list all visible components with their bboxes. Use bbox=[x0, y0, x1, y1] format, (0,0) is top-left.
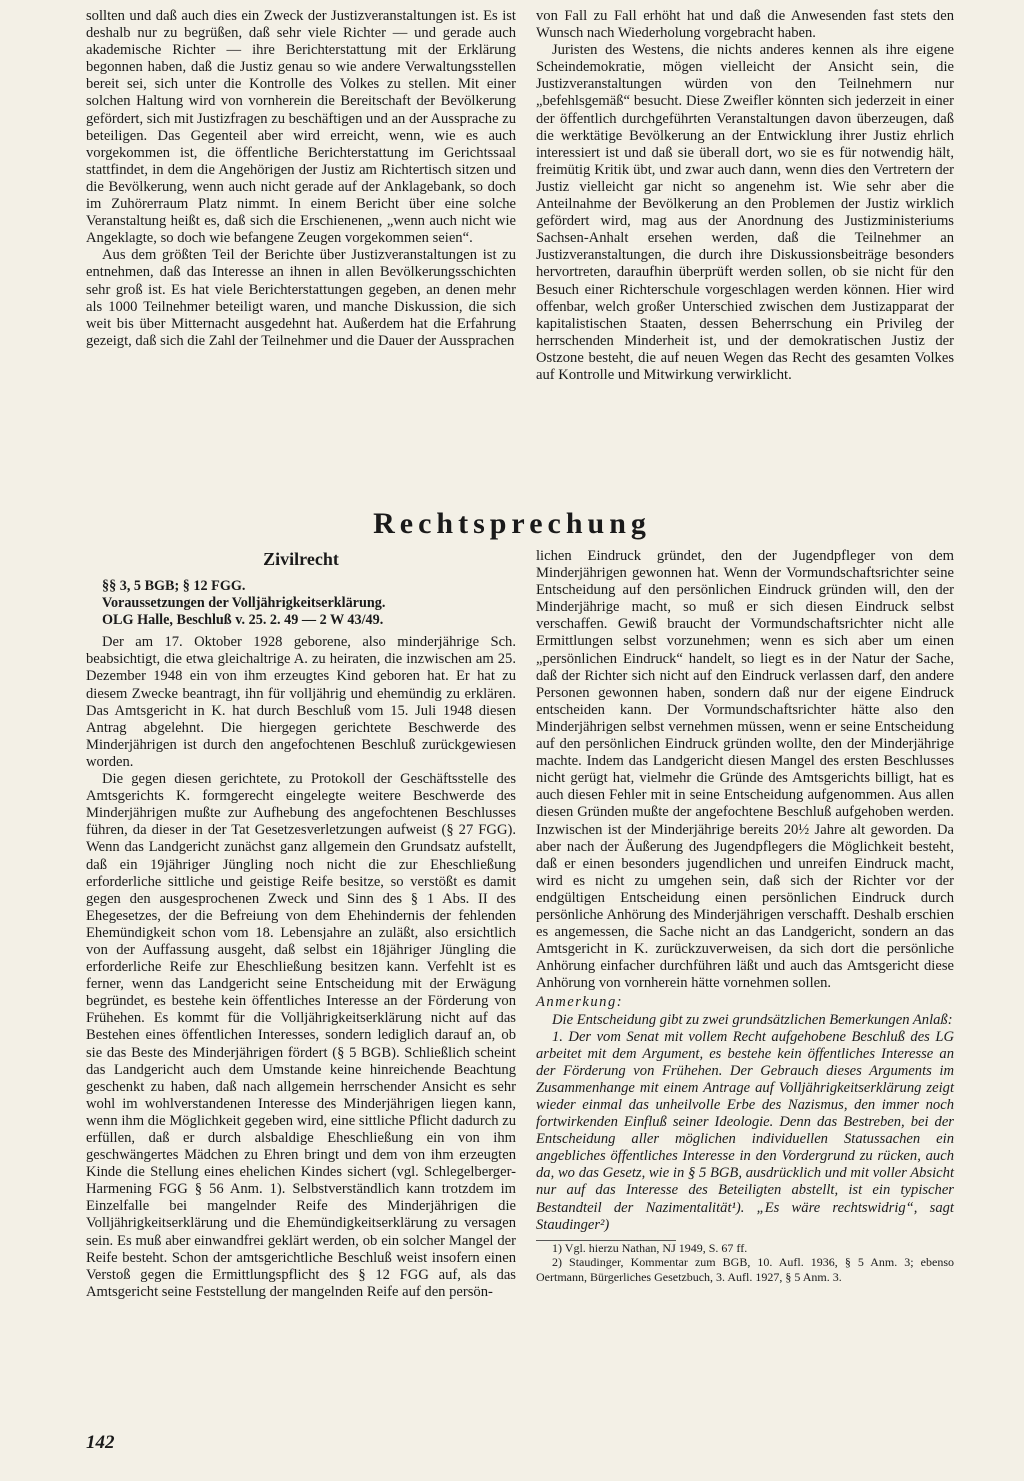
annotation-paragraph: Die Entscheidung gibt zu zwei grundsätzlichen Bemerkungen Anlaß: bbox=[552, 1011, 953, 1028]
annotation-label: Anmerkung: bbox=[536, 994, 624, 1011]
paragraph: von Fall zu Fall erhöht hat und daß die Anwesenden fast stets den Wunsch nach Wiederholung vorgebracht haben. bbox=[536, 8, 954, 42]
case-subject: Voraussetzungen der Volljährigkeitserklärung. bbox=[102, 595, 386, 612]
annotation-paragraph: 1. Der vom Senat mit vollem Recht aufgehobene Beschluß des LG arbeitet mit dem Argument, es bestehe kein öffentliches Interesse an der Förderung von Frühehen. Der Gebrauch dieses Arguments im Zusammenhange mit einem Antrage auf Volljährigkeitserklärung zeigt wieder einmal das unheilvolle Erbe des Nazismus, den immer noch fortwirkenden Einfluß seiner Ideologie. Denn das Bestreben, bei der Entscheidung aller möglichen individuellen Statussachen ein angebliches öffentliches Interesse in den Vordergrund zu rücken, auch da, wo das Gesetz, wie in § 5 BGB, ausdrücklich und mit voller Absicht nur auf das Interesse des Beteiligten abstellt, ist ein typischer Bestandteil der Nazimentalität¹). „Es wäre rechtswidrig“, sagt Staudinger²) bbox=[536, 1028, 954, 1233]
paragraph: Juristen des Westens, die nichts anderes kennen als ihre eigene Scheindemokratie, mögen vielleicht der Ansicht sein, die Justizveranstaltungen würden von den Teilnehmern nur „befehlsgemäß“ besucht. Diese Zweifler könnten sich jederzeit in einer der öffentlich durchgeführten Veranstaltungen davon überzeugen, daß die werktätige Bevölkerung an der Entwicklung ihrer Justiz ehrlich interessiert ist und daß sie überall dort, wo sie es für notwendig hält, freimütig Kritik übt, und zwar auch dann, wenn dies den Vertretern der Justiz vielleicht gar nicht so angenehm ist. Wie sehr aber die Anteilnahme der Bevölkerung an den Problemen der Justiz wirklich gefördert wird, mag aus der Anordnung des Justizministeriums Sachsen-Anhalt ersehen werden, daß die Teilnehmer an Justizveranstaltungen, die durch ihre Diskussionsbeiträge besonders hervortreten, daraufhin überprüft werden sollen, ob sie nicht für den Besuch einer Richterschule vorgeschlagen werden können. Hier wird offenbar, welch großer Unterschied zwischen dem Justizapparat der kapitalistischen Staaten, dessen Beherrschung ein Privileg der herrschenden Minderheit ist, und der demokratischen Justiz der Ostzone besteht, die auf neuen Wegen das Recht des gesamten Volkes auf Kontrolle und Mitwirkung verwirklicht. bbox=[536, 42, 954, 383]
paragraph: Der am 17. Oktober 1928 geborene, also minderjährige Sch. beabsichtigt, die etwa gleichaltrige A. zu heiraten, die inzwischen am 25. Dezember 1948 ein von ihm erzeugtes Kind geboren hat. Er hat zu diesem Zwecke beantragt, ihn für volljährig und ehemündig zu erklären. Das Amtsgericht in K. hat durch Beschluß vom 15. Juli 1948 diesen Antrag abgelehnt. Die hiergegen gerichtete Beschwerde des Minderjährigen ist durch den angefochtenen Beschluß zurückgewiesen worden. bbox=[86, 634, 516, 770]
bottom-right-column bbox=[536, 548, 954, 1284]
paragraph: lichen Eindruck gründet, den der Jugendpfleger von dem Minderjährigen gewonnen hat. Wenn der Vormundschaftsrichter seine Entscheidung auf den persönlichen Eindruck gründen will, den der Minderjährige macht, so muß er sich diesen Eindruck selbst verschaffen. Gewiß braucht der Vormundschaftsrichter nicht alle Ermittlungen selbst vorzunehmen; wenn es sich aber um einen „persönlichen Eindruck“ handelt, so liegt es in der Natur der Sache, daß der Richter sich nicht auf den Eindruck verlassen darf, den andere Personen gewonnen haben, sondern daß nur der eigene Eindruck entscheiden kann. Der Vormundschaftsrichter hätte also den Minderjährigen selbst vernehmen müssen, wenn er seine Entscheidung auf den persönlichen Eindruck gründen wollte, den der Minderjährige machte. Indem das Landgericht diesen Mangel des ersten Beschlusses nicht gerügt hat, vielmehr die Gründe des Amtsgerichts billigt, hat es auch diesen Fehler mit in seine Entscheidung aufgenommen. Aus allen diesen Gründen mußte der angefochtene Beschluß aufgehoben werden. Inzwischen ist der Minderjährige bereits 20½ Jahre alt geworden. Da aber nach der Äußerung des Jugendpflegers die Möglichkeit besteht, daß er einen besonders jugendlichen und unreifen Eindruck macht, wird es nicht zu umgehen sein, daß sich der Richter vor der endgültigen Entscheidung einen persönlichen Eindruck durch persönliche Anhörung des Minderjährigen verschafft. Deshalb erschien es angemessen, die Sache nicht an das Landgericht, sondern an das Amtsgericht in K. zurückzuverweisen, da sich dort die persönliche Anhörung einfacher durchführen läßt und auch das Amtsgericht diese Anhörung von vornherein hätte vornehmen sollen. bbox=[536, 548, 954, 992]
court-reference: OLG Halle, Beschluß v. 25. 2. 49 — 2 W 43/49. bbox=[102, 612, 384, 629]
footnote: 2) Staudinger, Kommentar zum BGB, 10. Aufl. 1936, § 5 Anm. 3; ebenso Oertmann, Bürgerliches Gesetzbuch, 3. Aufl. 1927, § 5 Anm. 3. bbox=[536, 1255, 954, 1284]
footnote: 1) Vgl. hierzu Nathan, NJ 1949, S. 67 ff. bbox=[552, 1240, 748, 1255]
top-left-column bbox=[86, 8, 516, 350]
bottom-left-column bbox=[86, 548, 516, 1301]
page-number: 142 bbox=[86, 1432, 115, 1453]
top-right-column bbox=[536, 8, 954, 384]
statute-reference: §§ 3, 5 BGB; § 12 FGG. bbox=[102, 578, 246, 594]
paragraph: Aus dem größten Teil der Berichte über Justizveranstaltungen ist zu entnehmen, daß das Interesse an ihnen in allen Bevölkerungsschichten sehr groß ist. Es hat viele Berichterstattungen gegeben, an denen mehr als 1000 Teilnehmer beteiligt waren, und manche Diskussion, die sich weit bis über Mitternacht ausgedehnt hat. Außerdem hat die Erfahrung gezeigt, daß sich die Zahl der Teilnehmer und die Dauer der Aussprachen bbox=[86, 247, 516, 349]
section-heading: Rechtsprechung bbox=[373, 507, 651, 540]
paragraph: sollten und daß auch dies ein Zweck der Justizveranstaltungen ist. Es ist deshalb nur zu begrüßen, daß sehr viele Richter — und gerade auch akademische Richter — ihre Berichterstattung mit der Erklärung begonnen haben, daß die Justiz genau so wie andere Verwaltungsstellen bereit sei, sich unter die Kontrolle des Volkes zu stellen. Mit einer solchen Haltung wird von vornherein die Bereitschaft der Bevölkerung gefördert, sich mit Justizfragen zu beschäftigen und an der Aussprache zu beteiligen. Das Gegenteil aber wird erreicht, wenn, wie es auch vorgekommen ist, die öffentliche Berichterstattung im Gerichtssaal stattfindet, in dem die Angehörigen der Justiz am Richtertisch sitzen und die Bevölkerung, wenn auch nicht gerade auf der Anklagebank, so doch im Zuhörerraum Platz nimmt. In einem Bericht über eine solche Veranstaltung heißt es, daß sich die Erschienenen, „wenn auch nicht wie Angeklagte, so doch wie befangene Zeugen vorgekommen seien“. bbox=[86, 8, 516, 247]
subsection-title: Zivilrecht bbox=[263, 549, 339, 569]
paragraph: Die gegen diesen gerichtete, zu Protokoll der Geschäftsstelle des Amtsgerichts K. formgerecht eingelegte weitere Beschwerde des Minderjährigen mußte zur Aufhebung des angefochtenen Beschlusses führen, da dieser in der Tat Gesetzesverletzungen aufweist (§ 27 FGG). Wenn das Landgericht zunächst ganz allgemein den Grundsatz aufstellt, daß ein 19jähriger Jüngling noch nicht die zur Eheschließung erforderliche sittliche und geistige Reife besitze, so verstößt es damit gegen den ausgesprochenen Zweck und Sinn des § 1 Abs. II des Ehegesetzes, der die Befreiung von dem Ehehindernis der fehlenden Ehemündigkeit schon vom 18. Lebensjahre an zuläßt, also ersichtlich von der Auffassung ausgeht, daß selbst ein 18jähriger Jüngling die erforderliche Reife zur Eheschließung besitzen kann. Verfehlt ist es ferner, wenn das Landgericht seine Entscheidung mit der Erwägung begründet, es bestehe kein öffentliches Interesse an der Förderung von Frühehen. Es kommt für die Volljährigkeitserklärung nicht auf das Bestehen eines öffentlichen Interesses, sondern lediglich darauf an, ob sie das Beste des Minderjährigen fördert (§ 5 BGB). Schließlich scheint das Landgericht auch dem Umstande keine hinreichende Beachtung geschenkt zu haben, daß nach allgemein herrschender Ansicht es sehr wohl im wohlverstandenen Interesse des Minderjährigen liegen kann, wenn ihm die Möglichkeit gegeben wird, eine sittliche Pflicht dadurch zu erfüllen, daß er durch alsbaldige Eheschließung ein von ihm geschwängertes Mädchen zu Ehren bringt und dem von ihm erzeugten Kinde die Stellung eines ehelichen Kindes sichert (vgl. Schlegelberger-Harmening FGG § 56 Anm. 1). Selbstverständlich kann trotzdem im Einzelfalle bei mangelnder Reife des Minderjährigen die Volljährigkeitserklärung und die Ehemündigkeitserklärung zu versagen sein. Es muß aber einwandfrei geklärt werden, ob ein solcher Mangel der Reife besteht. Schon der amtsgerichtliche Beschluß weist insofern einen Verstoß gegen die Ermittlungspflicht des § 12 FGG auf, als das Amtsgericht seine Feststellung der mangelnden Reife auf den persön- bbox=[86, 771, 516, 1300]
